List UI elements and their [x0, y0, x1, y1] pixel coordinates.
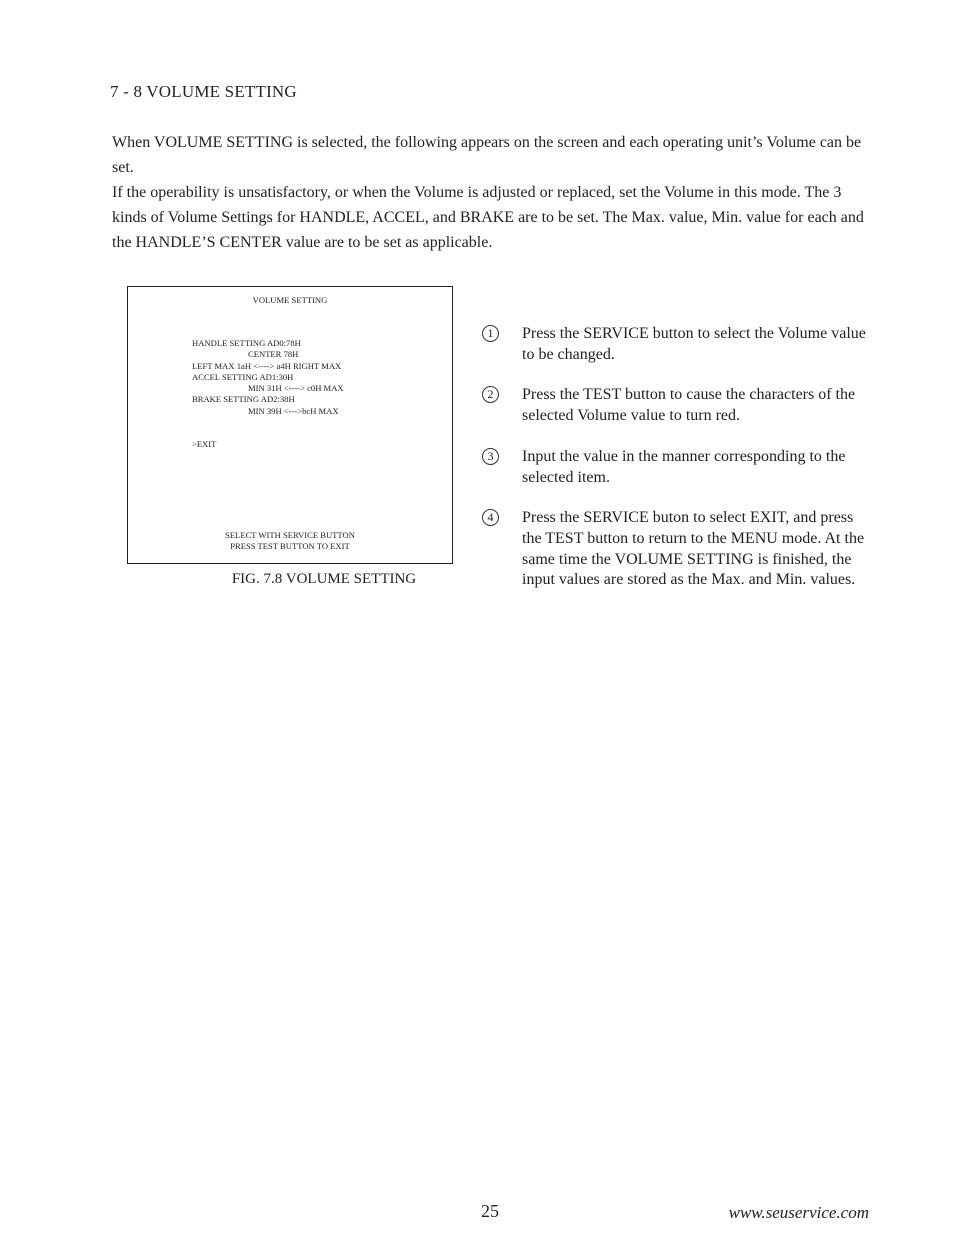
brake-setting-line: BRAKE SETTING AD2:38H: [192, 394, 295, 405]
screen-settings-list: [192, 338, 344, 417]
step-number-badge: 3: [482, 448, 499, 465]
step-item: [482, 385, 874, 426]
step-text: Press the TEST button to cause the characters of the selected Volume value to turn red.: [522, 386, 856, 425]
step-number-badge: 2: [482, 386, 499, 403]
step-item: [482, 447, 874, 488]
step-text: Press the SERVICE buton to select EXIT, and press the TEST button to return to the MENU mode. At the same time the VOLUME SETTING is finished, the input values are stored as the Max. and Min. values.: [522, 509, 865, 589]
screen-title: VOLUME SETTING: [252, 295, 328, 305]
screen-exit-item: >EXIT: [192, 439, 217, 449]
step-text: Input the value in the manner corresponding to the selected item.: [522, 447, 846, 486]
screen-footer-line: SELECT WITH SERVICE BUTTON: [225, 530, 355, 540]
brake-range-line: MIN 39H <--->bcH MAX: [248, 405, 339, 416]
figure-caption: FIG. 7.8 VOLUME SETTING: [231, 571, 417, 587]
website-url: www.seuservice.com: [728, 1203, 869, 1222]
intro-text: [112, 130, 872, 255]
screen-footer-line: PRESS TEST BUTTON TO EXIT: [230, 541, 350, 551]
intro-paragraph: If the operability is unsatisfactory, or when the Volume is adjusted or replaced, set the Volume in this mode. The 3 kinds of Volume Settings for HANDLE, ACCEL, and BRAKE are to be set. The Max. value, Min. value for each and the HANDLE’S CENTER value are to be set as applicable.: [112, 184, 864, 251]
step-text: Press the SERVICE button to select the Volume value to be changed.: [522, 325, 866, 363]
section-title: 7 - 8 VOLUME SETTING: [110, 82, 297, 101]
volume-setting-screen: [127, 286, 453, 564]
handle-setting-line: HANDLE SETTING AD0:78H: [192, 338, 301, 348]
intro-paragraph: When VOLUME SETTING is selected, the following appears on the screen and each operating unit’s Volume can be set.: [112, 134, 862, 176]
handle-range-line: LEFT MAX 1aH <----> a4H RIGHT MAX: [192, 360, 342, 371]
step-number-badge: 1: [482, 325, 499, 342]
handle-center-line: CENTER 78H: [248, 349, 299, 360]
step-item: [482, 508, 874, 591]
step-number-badge: 4: [482, 509, 499, 526]
step-item: [482, 324, 874, 365]
accel-setting-line: ACCEL SETTING AD1:30H: [192, 371, 294, 382]
steps-list: [482, 324, 874, 611]
accel-range-line: MIN 31H <----> c0H MAX: [248, 383, 344, 394]
page-number: 25: [481, 1201, 499, 1221]
